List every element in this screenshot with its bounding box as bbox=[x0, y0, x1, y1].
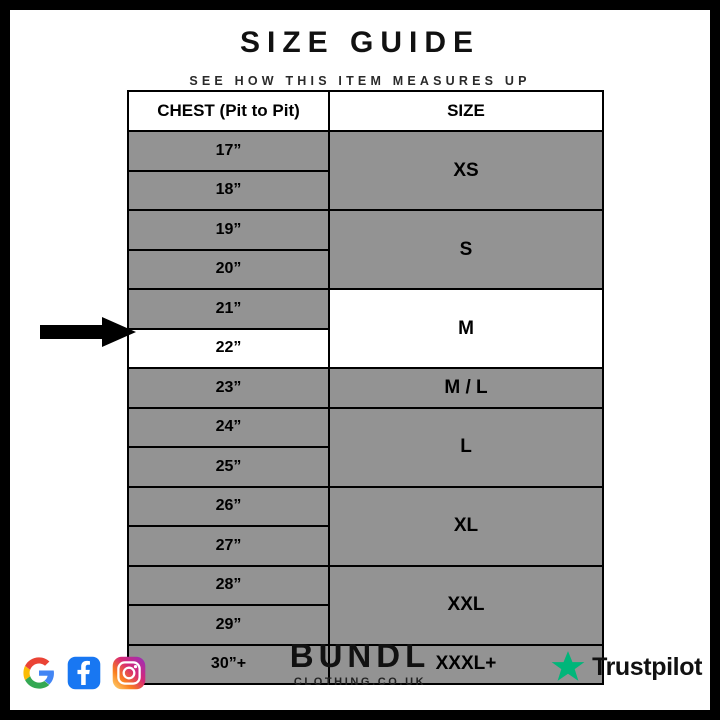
size-value-selected: M bbox=[329, 289, 603, 368]
table-row-highlighted bbox=[128, 289, 603, 329]
page-title: SIZE GUIDE bbox=[239, 26, 481, 59]
table-row bbox=[128, 408, 603, 448]
table-row bbox=[128, 131, 603, 171]
size-value: XL bbox=[329, 487, 603, 566]
column-header-size: SIZE bbox=[329, 91, 603, 131]
chest-value: 19” bbox=[128, 210, 329, 250]
trustpilot-logo[interactable] bbox=[551, 650, 702, 684]
size-guide-card bbox=[10, 10, 710, 710]
size-value: XXXL+ bbox=[329, 645, 603, 685]
right-arrow-icon bbox=[40, 317, 136, 347]
table-row bbox=[128, 566, 603, 606]
chest-value: 18” bbox=[128, 171, 329, 211]
size-value: L bbox=[329, 408, 603, 487]
chest-value: 20” bbox=[128, 250, 329, 290]
size-value: S bbox=[329, 210, 603, 289]
size-table-wrap bbox=[127, 90, 594, 685]
size-value: XXL bbox=[329, 566, 603, 645]
chest-value: 21” bbox=[128, 289, 329, 329]
footer bbox=[10, 626, 710, 698]
size-table bbox=[127, 90, 604, 685]
trustpilot-label: Trustpilot bbox=[592, 652, 702, 681]
chest-value: 27” bbox=[128, 526, 329, 566]
chest-value-selected: 22” bbox=[128, 329, 329, 369]
brand-domain: CLOTHING.CO.UK bbox=[293, 676, 427, 688]
chest-value: 28” bbox=[128, 566, 329, 606]
chest-value: 17” bbox=[128, 131, 329, 171]
page-subtitle: SEE HOW THIS ITEM MEASURES UP bbox=[189, 74, 531, 88]
table-row bbox=[128, 487, 603, 527]
chest-value: 24” bbox=[128, 408, 329, 448]
chest-value: 23” bbox=[128, 368, 329, 408]
table-row bbox=[128, 210, 603, 250]
chest-value: 26” bbox=[128, 487, 329, 527]
chest-value: 29” bbox=[128, 605, 329, 645]
table-header-row bbox=[128, 91, 603, 131]
chest-value: 30”+ bbox=[128, 645, 329, 685]
table-row bbox=[128, 368, 603, 408]
trustpilot-star-icon bbox=[551, 650, 585, 684]
column-header-chest: CHEST (Pit to Pit) bbox=[128, 91, 329, 131]
chest-value: 25” bbox=[128, 447, 329, 487]
size-value: XS bbox=[329, 131, 603, 210]
brand-name: BUNDL bbox=[289, 637, 431, 675]
size-value: M / L bbox=[329, 368, 603, 408]
